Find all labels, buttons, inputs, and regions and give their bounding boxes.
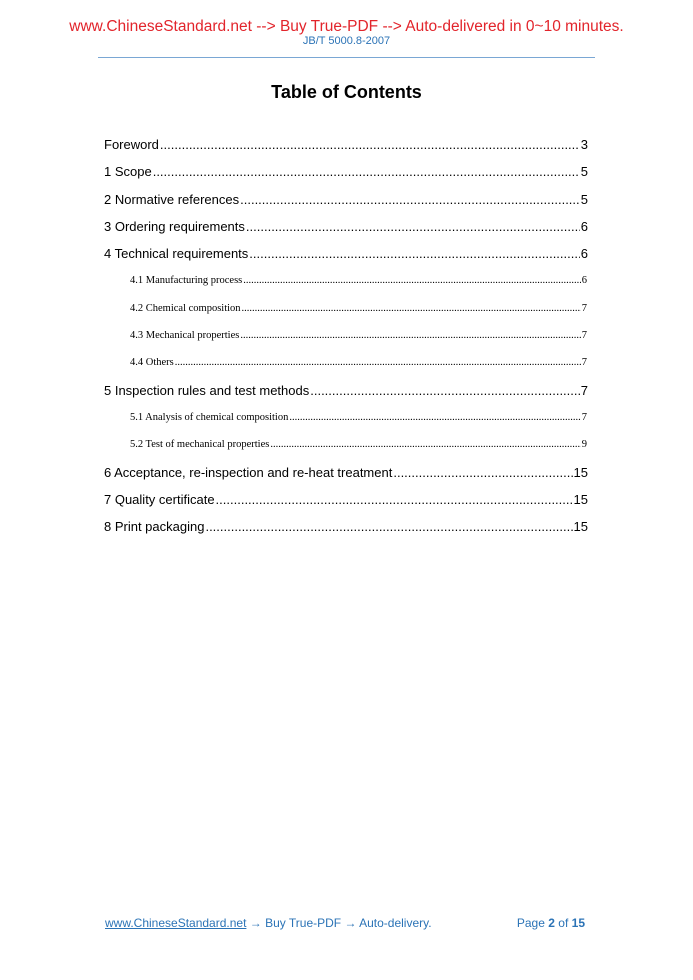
toc-label: 4.2 Chemical composition — [130, 302, 241, 314]
toc-entry-analysis-chemical-composition[interactable] — [104, 404, 588, 431]
footer-promo — [105, 916, 432, 930]
toc-entry-mechanical-properties[interactable] — [104, 322, 588, 349]
toc-entry-manufacturing-process[interactable] — [104, 267, 588, 294]
toc-entry-ordering-requirements[interactable] — [104, 213, 588, 240]
toc-label: 5.2 Test of mechanical properties — [130, 439, 270, 451]
toc-label: 4.1 Manufacturing process — [130, 275, 243, 287]
leader-dots — [289, 404, 580, 431]
toc-page: 6 — [580, 218, 588, 234]
toc-page: 5 — [580, 191, 588, 207]
toc-label: 4.3 Mechanical properties — [130, 330, 240, 342]
toc-label: 4.4 Others — [130, 357, 174, 369]
leader-dots — [175, 349, 581, 376]
toc-entry-test-mechanical-properties[interactable] — [104, 431, 588, 458]
toc-page: 7 — [581, 302, 587, 314]
toc-label: 4 Technical requirements — [104, 246, 249, 262]
page-footer — [105, 916, 585, 930]
toc-page: 6 — [580, 246, 588, 262]
footer-promo-text: → Buy True-PDF → Auto-delivery. — [246, 916, 432, 930]
leader-dots — [160, 131, 580, 158]
leader-dots — [246, 213, 580, 240]
leader-dots — [310, 377, 580, 404]
toc-label: 1 Scope — [104, 164, 152, 180]
toc-page: 15 — [573, 491, 588, 507]
page-indicator — [517, 916, 585, 930]
toc-entry-normative-references[interactable] — [104, 186, 588, 213]
document-id: JB/T 5000.8-2007 — [302, 35, 391, 47]
toc-page: 15 — [573, 519, 588, 535]
toc-page: 7 — [581, 411, 587, 423]
toc-label: 7 Quality certificate — [104, 491, 215, 507]
toc-entry-print-packaging[interactable] — [104, 513, 588, 540]
toc-label: 6 Acceptance, re-inspection and re-heat treatment — [104, 464, 393, 480]
toc-label: 2 Normative references — [104, 191, 240, 207]
toc-page: 9 — [581, 439, 587, 451]
toc-page: 15 — [573, 464, 588, 480]
total-pages: 15 — [571, 916, 585, 930]
leader-dots — [270, 431, 580, 458]
leader-dots — [153, 158, 580, 185]
leader-dots — [243, 267, 580, 294]
toc-entry-scope[interactable] — [104, 158, 588, 185]
leader-dots — [393, 459, 572, 486]
toc-label: 8 Print packaging — [104, 519, 205, 535]
toc-entry-acceptance[interactable] — [104, 459, 588, 486]
leader-dots — [240, 186, 580, 213]
leader-dots — [216, 486, 573, 513]
toc-label: 5.1 Analysis of chemical composition — [130, 411, 289, 423]
toc-entry-chemical-composition[interactable] — [104, 295, 588, 322]
toc-page: 7 — [581, 357, 587, 369]
toc-page: 3 — [580, 137, 588, 152]
leader-dots — [240, 322, 580, 349]
toc-page: 5 — [580, 164, 588, 180]
page-word: Page — [516, 916, 545, 930]
toc-label: 5 Inspection rules and test methods — [104, 382, 310, 398]
leader-dots — [242, 295, 581, 322]
current-page: 2 — [548, 916, 555, 930]
toc-page: 7 — [581, 330, 587, 342]
toc-entry-technical-requirements[interactable] — [104, 240, 588, 267]
leader-dots — [205, 513, 572, 540]
page-of: of — [558, 916, 569, 930]
header-divider — [98, 57, 595, 58]
footer-site-link[interactable]: www.ChineseStandard.net — [105, 916, 247, 930]
toc-page: 7 — [580, 382, 588, 398]
page-title: Table of Contents — [271, 82, 422, 102]
toc-label: Foreword — [104, 137, 159, 152]
table-of-contents — [104, 131, 588, 540]
toc-entry-inspection-rules[interactable] — [104, 377, 588, 404]
toc-entry-quality-certificate[interactable] — [104, 486, 588, 513]
leader-dots — [249, 240, 579, 267]
toc-entry-others[interactable] — [104, 349, 588, 376]
toc-page: 6 — [581, 275, 587, 287]
toc-label: 3 Ordering requirements — [104, 218, 245, 234]
toc-entry-foreword[interactable] — [104, 131, 588, 158]
promo-banner[interactable]: www.ChineseStandard.net --> Buy True-PDF --> Auto-delivered in 0~10 minutes. — [69, 18, 624, 35]
